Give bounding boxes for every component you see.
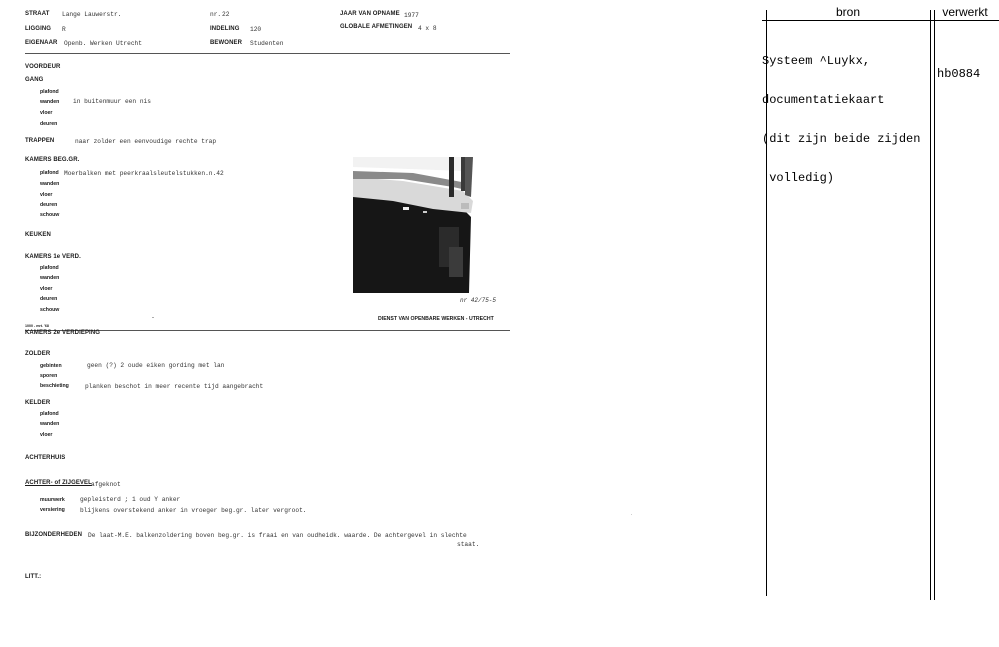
kamers-2e-label: KAMERS 2e VERDIEPING [25, 330, 101, 336]
versiering-value: blijkens overstekend anker in vroeger beg.gr. later vergroot. [80, 507, 307, 514]
achtergevel-value: afgeknot [91, 481, 121, 488]
beg-plafond-value: Moerbalken met peerkraalsleutelstukken.n.42 [64, 170, 224, 177]
photo-caption: DIENST VAN OPENBARE WERKEN - UTRECHT [378, 316, 494, 322]
straat-value: Lange Lauwerstr. [62, 11, 122, 18]
verwerkt-entry: hb0884 [937, 67, 981, 81]
gang-vloer-label: vloer [40, 110, 53, 116]
kamers-1e-label: KAMERS 1e VERD. [25, 254, 81, 260]
kelder-label: KELDER [25, 400, 51, 406]
bron-line-3: (dit zijn beide zijden [762, 132, 921, 146]
interior-photo [353, 157, 502, 293]
nr-value: 22 [222, 11, 230, 18]
indeling-label: INDELING [210, 26, 240, 32]
verwerkt-column-header: verwerkt [942, 5, 988, 19]
afmetingen-value: 4 x 8 [418, 25, 437, 32]
v1-wanden-label: wanden [40, 275, 60, 281]
jaar-label: JAAR VAN OPNAME [340, 11, 400, 17]
beg-deuren-label: deuren [40, 202, 58, 208]
gang-wanden-label: wanden [40, 99, 60, 105]
sporen-label: sporen [40, 373, 58, 379]
beg-schouw-label: schouw [40, 212, 60, 218]
bron-entry [762, 29, 920, 211]
bewoner-value: Studenten [250, 40, 284, 47]
gang-plafond-label: plafond [40, 89, 59, 95]
voordeur-label: VOORDEUR [25, 64, 61, 70]
straat-label: STRAAT [25, 11, 50, 17]
bron-line-2: documentatiekaart [762, 93, 885, 107]
indeling-value: 120 [250, 26, 262, 33]
gang-deuren-label: deuren [40, 121, 58, 127]
beg-vloer-label: vloer [40, 192, 53, 198]
k-plafond-label: plafond [40, 411, 59, 417]
stray-dash: - [152, 315, 154, 321]
achterhuis-label: ACHTERHUIS [25, 455, 66, 461]
litt-label: LITT.: [25, 574, 42, 580]
bewoner-label: BEWONER [210, 40, 243, 46]
muurwerk-value: gepleisterd ; 1 oud Y anker [80, 496, 181, 503]
jaar-value: 1977 [404, 12, 419, 19]
gebinten-value: geen (?) 2 oude eiken gording met lan [87, 362, 225, 369]
header-divider [25, 53, 510, 54]
photo-number: nr 42/75-5 [460, 297, 497, 304]
gebinten-label: gebinten [40, 363, 62, 369]
keuken-label: KEUKEN [25, 232, 51, 238]
beschieting-value: planken beschot in meer recente tijd aangebracht [85, 383, 264, 390]
ligging-value: R [62, 26, 66, 33]
afmetingen-label: GLOBALE AFMETINGEN [340, 24, 413, 30]
bron-line-1: Systeem ^Luykx, [762, 54, 871, 68]
print-code: 1000 - mrt. '68 [25, 324, 49, 328]
bijzonderheden-value: De laat-M.E. balkenzoldering boven beg.gr. is fraai en van oudheidk. waarde. De achtergevel in slechte [88, 532, 467, 539]
panel-header-rule [762, 20, 999, 21]
zolder-label: ZOLDER [25, 351, 51, 357]
photo-image [353, 157, 502, 293]
nr-label: nr. [210, 11, 222, 18]
stray-mark: . [631, 511, 633, 517]
beg-plafond-label: plafond [40, 170, 59, 176]
panel-column-divider-2 [934, 10, 935, 600]
panel-column-divider [930, 10, 931, 600]
trappen-label: TRAPPEN [25, 138, 55, 144]
achtergevel-label: ACHTER- of ZIJGEVEL [25, 480, 92, 486]
gang-wanden-value: in buitenmuur een nis [73, 98, 151, 105]
k-wanden-label: wanden [40, 421, 60, 427]
muurwerk-label: muurwerk [40, 497, 65, 503]
beg-wanden-label: wanden [40, 181, 60, 187]
bijzonderheden-value-cont: staat. [457, 541, 480, 548]
versiering-label: versiering [40, 507, 65, 513]
eigenaar-label: EIGENAAR [25, 40, 58, 46]
bron-line-4: volledig) [762, 171, 835, 185]
ligging-label: LIGGING [25, 26, 52, 32]
gang-label: GANG [25, 77, 44, 83]
v1-plafond-label: plafond [40, 265, 59, 271]
v1-vloer-label: vloer [40, 286, 53, 292]
v1-deuren-label: deuren [40, 296, 58, 302]
kamers-beg-label: KAMERS BEG.GR. [25, 157, 80, 163]
k-vloer-label: vloer [40, 432, 53, 438]
trappen-value: naar zolder een eenvoudige rechte trap [75, 138, 217, 145]
v1-schouw-label: schouw [40, 307, 60, 313]
bijzonderheden-label: BIJZONDERHEDEN [25, 532, 83, 538]
bron-column-header: bron [835, 5, 861, 19]
beschieting-label: beschieting [40, 383, 69, 389]
eigenaar-value: Openb. Werken Utrecht [64, 40, 142, 47]
